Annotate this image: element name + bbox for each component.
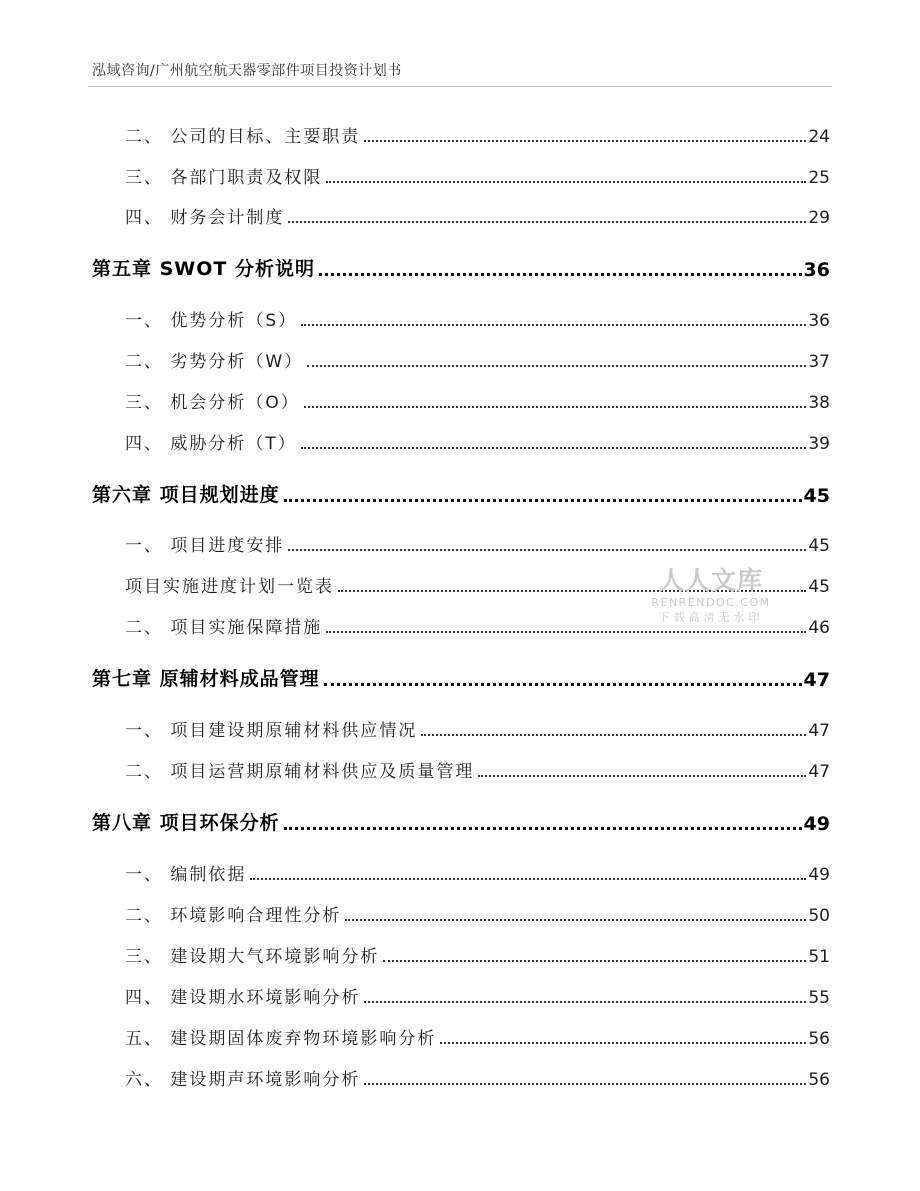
toc-page-number: 39	[808, 434, 830, 454]
toc-entry-section[interactable]	[92, 860, 830, 885]
toc-entry-label: 二、 公司的目标、主要职责	[125, 127, 361, 147]
toc-page-number: 47	[808, 762, 830, 782]
toc-dot-leader	[478, 775, 806, 777]
toc-page-number: 25	[808, 168, 830, 188]
toc-page-number: 51	[808, 947, 830, 967]
toc-page-number: 56	[808, 1029, 830, 1049]
toc-entry-section[interactable]	[92, 429, 830, 454]
toc-dot-leader	[301, 324, 806, 326]
toc-entry-label: 三、 机会分析（O）	[125, 393, 300, 413]
toc-page-number: 36	[803, 259, 830, 281]
toc-entry-label: 三、 各部门职责及权限	[125, 168, 323, 188]
toc-page-number: 45	[803, 485, 830, 507]
toc-entry-section[interactable]	[92, 306, 830, 331]
toc-entry-chapter[interactable]	[92, 480, 830, 507]
toc-page-number: 49	[803, 813, 830, 835]
toc-entry-section[interactable]	[92, 531, 830, 556]
toc-entry-label: 二、 项目实施保障措施	[125, 618, 323, 638]
toc-entry-section[interactable]	[92, 203, 830, 228]
toc-dot-leader	[326, 181, 806, 183]
toc-dot-leader	[326, 631, 806, 633]
toc-page-number: 49	[808, 865, 830, 885]
toc-entry-label: 二、 环境影响合理性分析	[125, 906, 342, 926]
toc-dot-leader	[284, 827, 802, 830]
toc-dot-leader	[307, 365, 806, 367]
header-divider	[88, 86, 832, 87]
toc-dot-leader	[440, 1042, 806, 1044]
toc-entry-section[interactable]	[92, 716, 830, 741]
toc-page-number: 56	[808, 1070, 830, 1090]
toc-page-number: 50	[808, 906, 830, 926]
toc-dot-leader	[284, 499, 802, 502]
toc-entry-section[interactable]	[92, 1065, 830, 1090]
toc-dot-leader	[324, 683, 802, 686]
toc-entry-section[interactable]	[92, 388, 830, 413]
toc-entry-section[interactable]	[92, 613, 830, 638]
toc-dot-leader	[304, 406, 807, 408]
toc-entry-section[interactable]	[92, 122, 830, 147]
toc-entry-label: 三、 建设期大气环境影响分析	[125, 947, 380, 967]
toc-entry-label: 第七章 原辅材料成品管理	[92, 668, 320, 690]
toc-entry-label: 四、 财务会计制度	[125, 208, 285, 228]
toc-entry-chapter[interactable]	[92, 664, 830, 691]
toc-entry-section[interactable]	[92, 942, 830, 967]
page-header: 泓域咨询/广州航空航天器零部件项目投资计划书	[92, 63, 402, 79]
toc-page-number: 24	[808, 127, 830, 147]
toc-page-number: 37	[808, 352, 830, 372]
toc-entry-section[interactable]	[92, 757, 830, 782]
toc-page-number: 46	[808, 618, 830, 638]
toc-dot-leader	[319, 273, 802, 276]
toc-dot-leader	[338, 590, 806, 592]
toc-entry-section[interactable]	[92, 983, 830, 1008]
toc-page-number: 47	[808, 721, 830, 741]
toc-dot-leader	[383, 960, 806, 962]
toc-page-number: 38	[808, 393, 830, 413]
toc-entry-label: 第五章 SWOT 分析说明	[92, 258, 315, 280]
toc-entry-label: 一、 项目建设期原辅材料供应情况	[125, 721, 418, 741]
toc-entry-section[interactable]	[92, 901, 830, 926]
toc-dot-leader	[364, 1001, 806, 1003]
toc-page-number: 45	[808, 536, 830, 556]
toc-entry-label: 一、 项目进度安排	[125, 536, 285, 556]
toc-page-number: 36	[808, 311, 830, 331]
toc-entry-section[interactable]	[92, 1024, 830, 1049]
toc-entry-section[interactable]	[92, 163, 830, 188]
toc-entry-section[interactable]	[92, 347, 830, 372]
toc-entry-label: 项目实施进度计划一览表	[125, 577, 334, 597]
toc-page-number: 55	[808, 988, 830, 1008]
toc-entry-label: 二、 劣势分析（W）	[125, 352, 304, 372]
toc-page-number: 45	[808, 577, 830, 597]
watermark-url: RENRENDOC.COM	[651, 596, 771, 609]
toc-entry-label: 一、 优势分析（S）	[125, 311, 298, 331]
toc-entry-label: 第六章 项目规划进度	[92, 484, 280, 506]
toc-entry-label: 一、 编制依据	[125, 865, 247, 885]
toc-entry-label: 四、 威胁分析（T）	[125, 434, 297, 454]
toc-entry-section[interactable]	[92, 572, 830, 597]
toc-dot-leader	[250, 878, 806, 880]
watermark-title: 人人文库	[658, 566, 763, 595]
toc-dot-leader	[364, 1083, 806, 1085]
toc-dot-leader	[345, 919, 806, 921]
toc-entry-label: 五、 建设期固体废弃物环境影响分析	[125, 1029, 437, 1049]
toc-page-number: 29	[808, 208, 830, 228]
watermark-subtitle: 下载高清无水印	[658, 611, 764, 624]
toc-entry-label: 第八章 项目环保分析	[92, 812, 280, 834]
toc-dot-leader	[364, 140, 806, 142]
toc-dot-leader	[301, 447, 807, 449]
toc-page-number: 47	[803, 669, 830, 691]
toc-entry-label: 四、 建设期水环境影响分析	[125, 988, 361, 1008]
toc-dot-leader	[288, 221, 806, 223]
toc-entry-chapter[interactable]	[92, 808, 830, 835]
toc-dot-leader	[421, 734, 806, 736]
toc-entry-label: 六、 建设期声环境影响分析	[125, 1070, 361, 1090]
toc-entry-chapter[interactable]	[92, 254, 830, 281]
toc-dot-leader	[288, 549, 806, 551]
toc-entry-label: 二、 项目运营期原辅材料供应及质量管理	[125, 762, 475, 782]
